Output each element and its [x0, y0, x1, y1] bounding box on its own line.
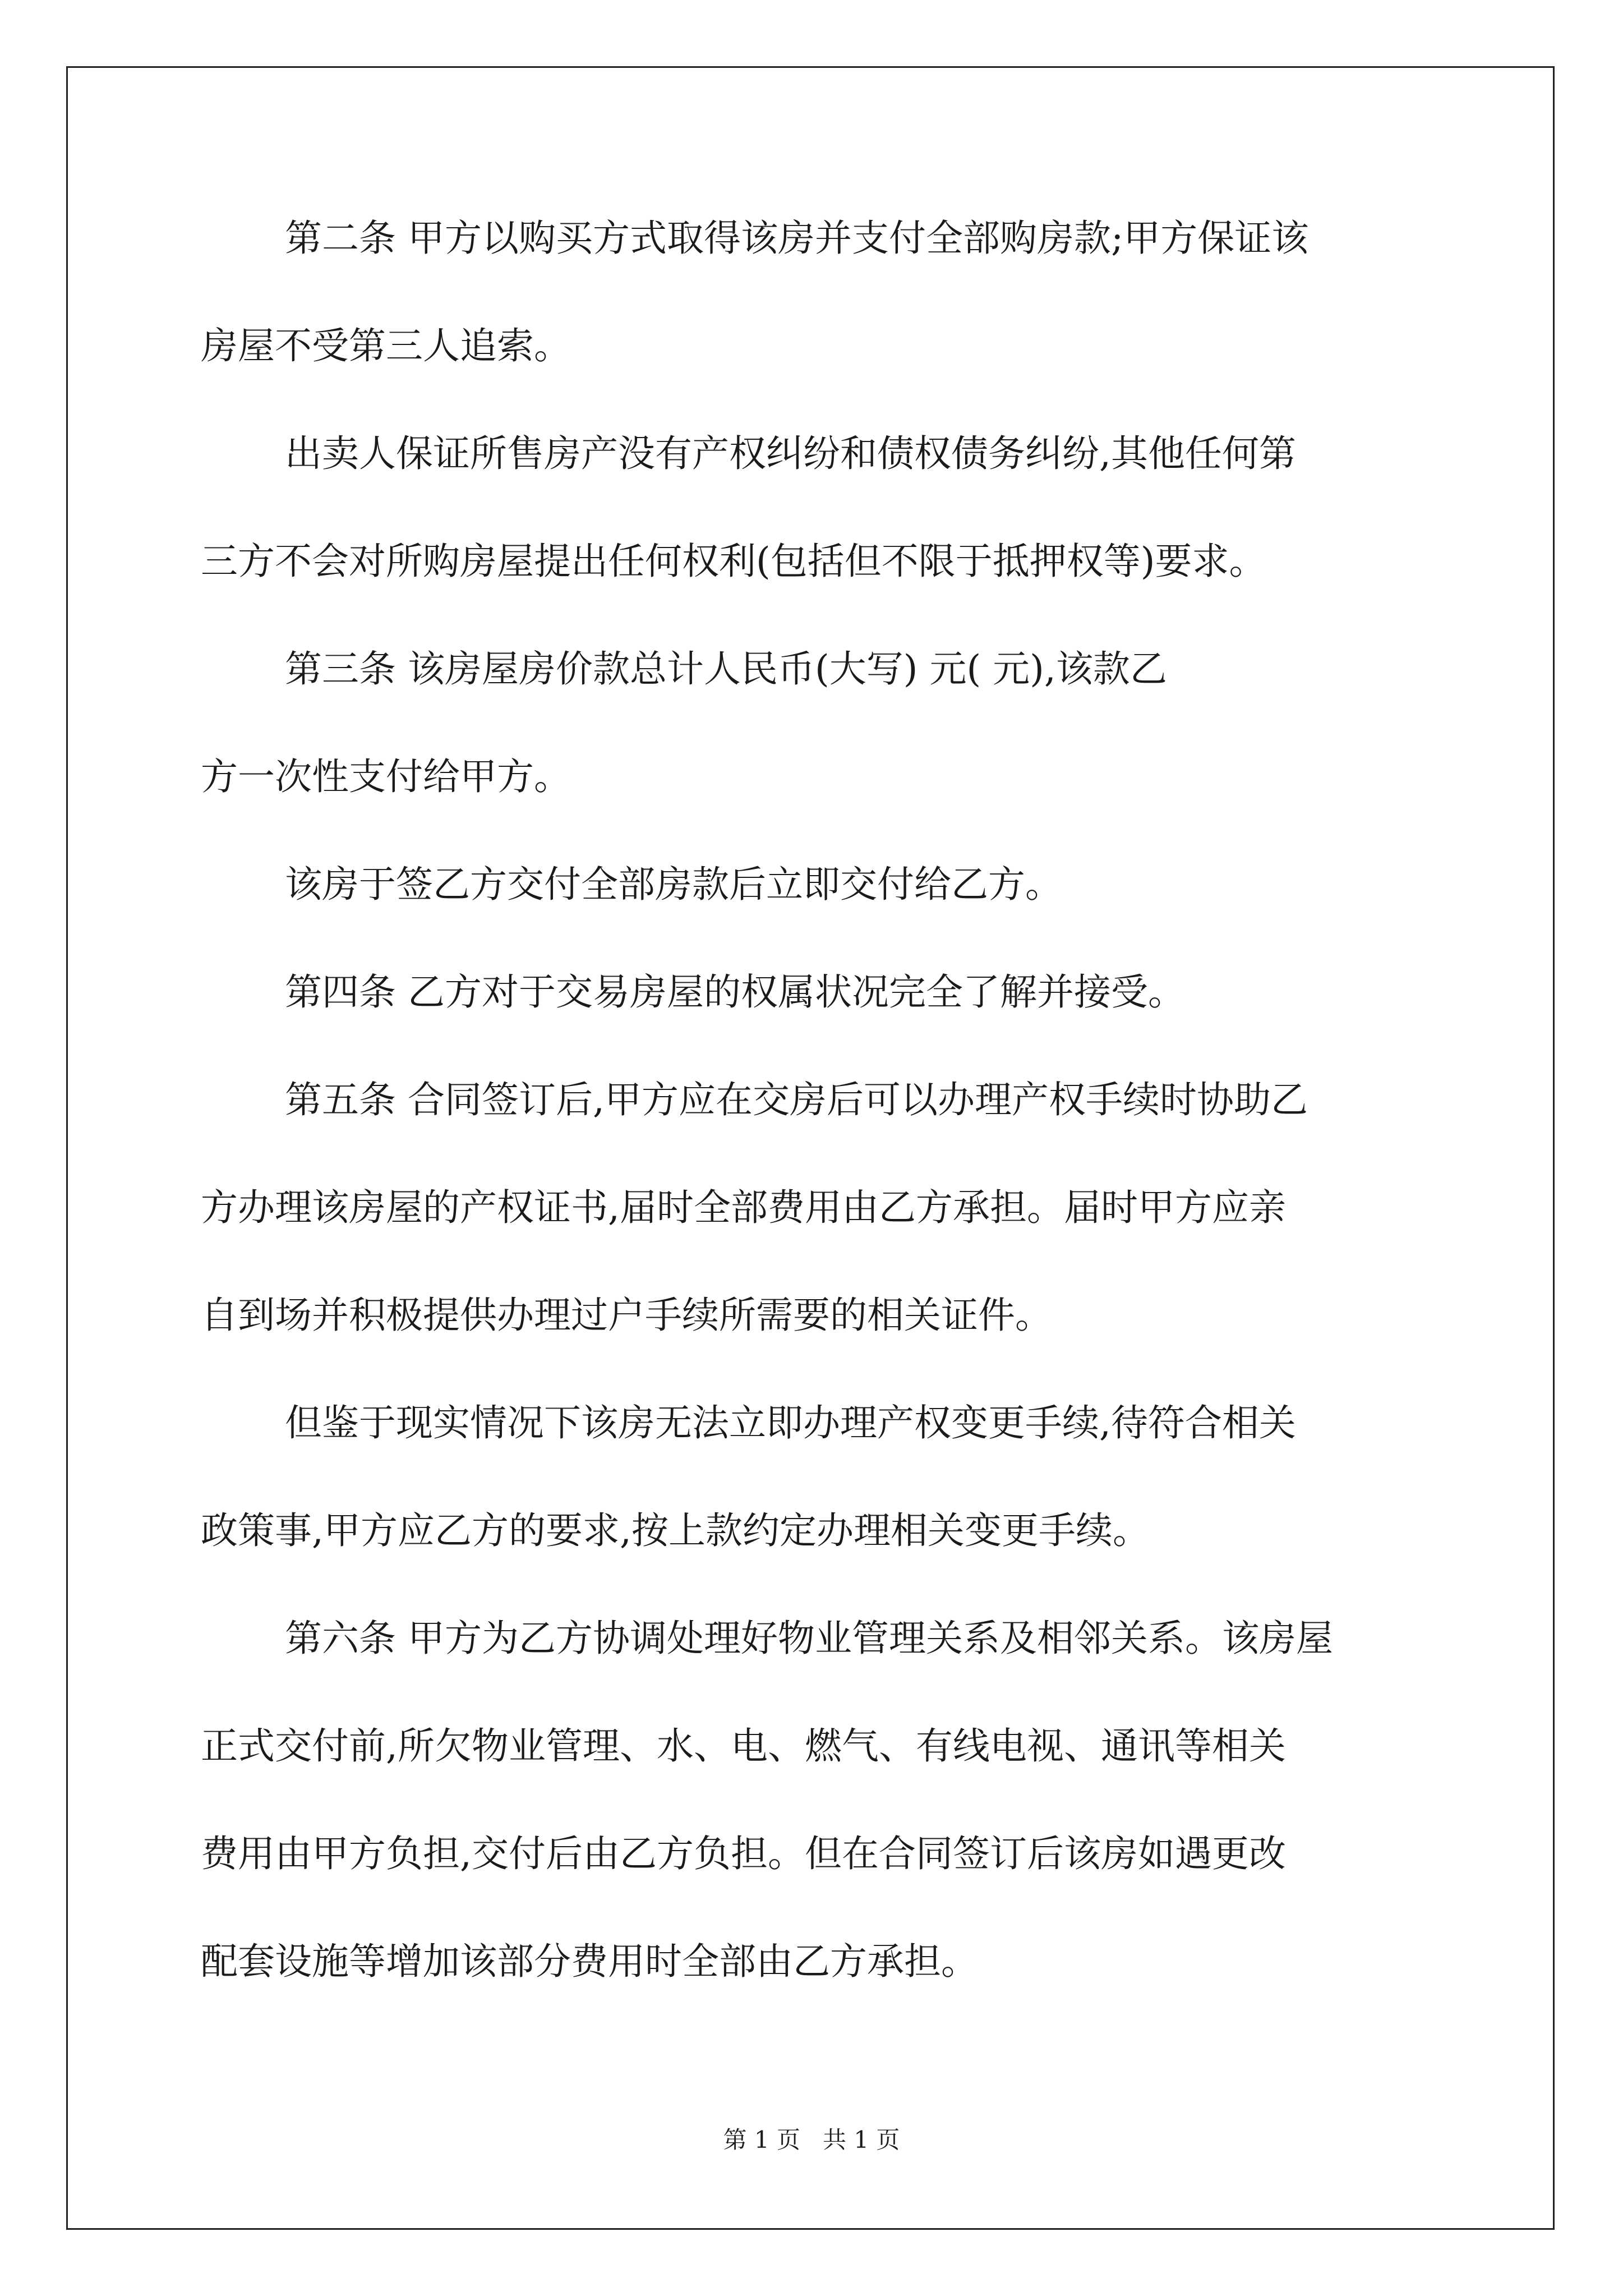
- text-line: 出卖人保证所售房产没有产权纠纷和债权债务纠纷,其他任何第: [285, 432, 1296, 475]
- clause-6-paragraph: [201, 1612, 1423, 1989]
- text-line: 政策事,甲方应乙方的要求,按上款约定办理相关变更手续。: [201, 1509, 1150, 1552]
- text-line: 自到场并积极提供办理过户手续所需要的相关证件。: [201, 1294, 1052, 1337]
- title-transfer-paragraph: [201, 1396, 1423, 1558]
- text-line: 第三条 该房屋房价款总计人民币(大写) 元( 元),该款乙: [285, 647, 1167, 691]
- text-line: 第六条 甲方为乙方协调处理好物业管理关系及相邻关系。该房屋: [285, 1617, 1333, 1660]
- clause-5-paragraph: [201, 1073, 1423, 1342]
- clause-4-paragraph: [201, 965, 1423, 1019]
- text-line: 该房于签乙方交付全部房款后立即交付给乙方。: [285, 863, 1062, 906]
- text-line: 正式交付前,所欠物业管理、水、电、燃气、有线电视、通讯等相关: [201, 1724, 1286, 1768]
- page-number: 第 1 页: [723, 2126, 800, 2154]
- document-body: [201, 211, 1423, 1989]
- text-line: 三方不会对所购房屋提出任何权利(包括但不限于抵押权等)要求。: [201, 540, 1266, 583]
- text-line: 第五条 合同签订后,甲方应在交房后可以办理产权手续时协助乙: [285, 1078, 1308, 1121]
- text-line: 第四条 乙方对于交易房屋的权属状况完全了解并接受。: [285, 970, 1185, 1014]
- text-line: 配套设施等增加该部分费用时全部由乙方承担。: [201, 1940, 978, 1983]
- page-total: 共 1 页: [823, 2126, 900, 2154]
- seller-guarantee-paragraph: [201, 427, 1423, 588]
- text-line: 但鉴于现实情况下该房无法立即办理产权变更手续,待符合相关: [285, 1401, 1296, 1444]
- text-line: 费用由甲方负担,交付后由乙方负担。但在合同签订后该房如遇更改: [201, 1832, 1286, 1875]
- clause-2-paragraph: [201, 211, 1423, 373]
- text-line: 第二条 甲方以购买方式取得该房并支付全部购房款;甲方保证该: [285, 217, 1309, 260]
- delivery-paragraph: [201, 858, 1423, 912]
- text-line: 方办理该房屋的产权证书,届时全部费用由乙方承担。届时甲方应亲: [201, 1186, 1286, 1229]
- text-line: 方一次性支付给甲方。: [201, 755, 571, 798]
- page-footer: [0, 2126, 1623, 2154]
- text-line: 房屋不受第三人追索。: [201, 324, 571, 367]
- clause-3-paragraph: [201, 642, 1423, 804]
